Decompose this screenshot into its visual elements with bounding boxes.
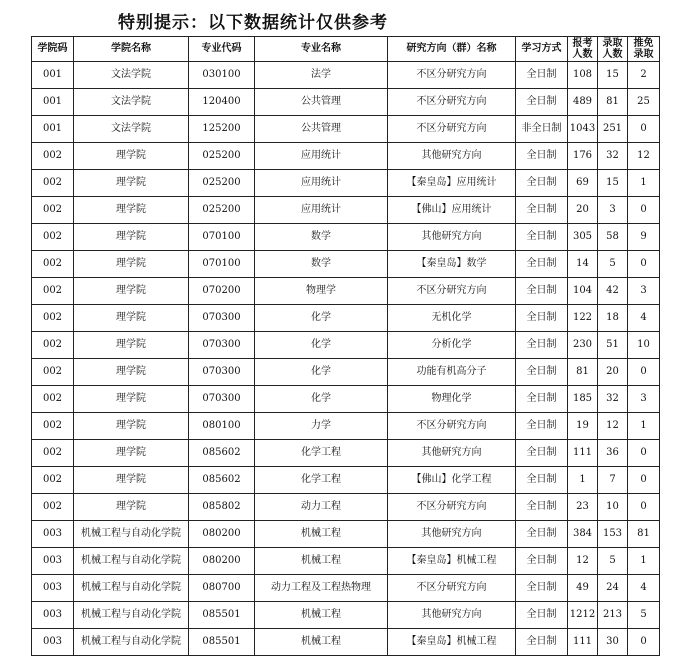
cell-college-name: 文法学院 bbox=[74, 89, 189, 116]
cell-college-name: 机械工程与自动化学院 bbox=[74, 521, 189, 548]
cell-major-code: 120400 bbox=[189, 89, 255, 116]
cell-major-code: 070300 bbox=[189, 359, 255, 386]
header-label: 录取 bbox=[633, 49, 654, 60]
cell-admitted: 32 bbox=[598, 386, 628, 413]
cell-college-code: 002 bbox=[32, 224, 74, 251]
header-label: 专业代码 bbox=[201, 43, 242, 54]
cell-exempt-admitted: 5 bbox=[628, 602, 660, 629]
cell-study-mode: 全日制 bbox=[516, 359, 568, 386]
table-row bbox=[32, 548, 660, 575]
cell-exempt-admitted: 1 bbox=[628, 413, 660, 440]
cell-major-code: 085802 bbox=[189, 494, 255, 521]
cell-applicants: 20 bbox=[568, 197, 598, 224]
cell-major-name: 化学工程 bbox=[255, 440, 388, 467]
table-row bbox=[32, 62, 660, 89]
cell-admitted: 7 bbox=[598, 467, 628, 494]
cell-study-mode: 全日制 bbox=[516, 224, 568, 251]
cell-major-code: 070100 bbox=[189, 251, 255, 278]
cell-college-name: 理学院 bbox=[74, 440, 189, 467]
table-row bbox=[32, 602, 660, 629]
cell-exempt-admitted: 0 bbox=[628, 440, 660, 467]
cell-study-mode: 全日制 bbox=[516, 440, 568, 467]
header-label: 专业名称 bbox=[301, 43, 341, 54]
cell-applicants: 12 bbox=[568, 548, 598, 575]
cell-major-name: 动力工程 bbox=[255, 494, 388, 521]
cell-exempt-admitted: 9 bbox=[628, 224, 660, 251]
cell-applicants: 305 bbox=[568, 224, 598, 251]
cell-study-mode: 全日制 bbox=[516, 305, 568, 332]
header-exempt-admitted bbox=[628, 37, 660, 62]
cell-study-mode: 全日制 bbox=[516, 575, 568, 602]
cell-research-direction: 不区分研究方向 bbox=[388, 494, 516, 521]
cell-college-code: 002 bbox=[32, 170, 74, 197]
header-label: 报考 bbox=[572, 38, 593, 49]
cell-major-name: 机械工程 bbox=[255, 602, 388, 629]
cell-admitted: 15 bbox=[598, 62, 628, 89]
cell-admitted: 15 bbox=[598, 170, 628, 197]
cell-exempt-admitted: 25 bbox=[628, 89, 660, 116]
cell-admitted: 5 bbox=[598, 251, 628, 278]
table-row bbox=[32, 494, 660, 521]
cell-college-code: 003 bbox=[32, 602, 74, 629]
cell-major-name: 应用统计 bbox=[255, 170, 388, 197]
cell-major-code: 080200 bbox=[189, 548, 255, 575]
header-study-mode bbox=[516, 37, 568, 62]
cell-major-name: 化学 bbox=[255, 359, 388, 386]
cell-applicants: 185 bbox=[568, 386, 598, 413]
cell-college-name: 机械工程与自动化学院 bbox=[74, 575, 189, 602]
cell-college-code: 002 bbox=[32, 278, 74, 305]
header-label: 研究方向（群）名称 bbox=[406, 43, 497, 54]
cell-exempt-admitted: 2 bbox=[628, 62, 660, 89]
cell-major-name: 机械工程 bbox=[255, 521, 388, 548]
cell-major-name: 公共管理 bbox=[255, 89, 388, 116]
cell-research-direction: 【秦皇岛】数学 bbox=[388, 251, 516, 278]
cell-major-name: 机械工程 bbox=[255, 629, 388, 656]
cell-college-code: 002 bbox=[32, 467, 74, 494]
cell-college-name: 文法学院 bbox=[74, 116, 189, 143]
cell-college-code: 001 bbox=[32, 116, 74, 143]
cell-study-mode: 全日制 bbox=[516, 62, 568, 89]
cell-major-code: 070300 bbox=[189, 386, 255, 413]
cell-college-name: 理学院 bbox=[74, 170, 189, 197]
cell-exempt-admitted: 81 bbox=[628, 521, 660, 548]
header-major-name bbox=[255, 37, 388, 62]
cell-major-name: 数学 bbox=[255, 251, 388, 278]
cell-applicants: 49 bbox=[568, 575, 598, 602]
cell-admitted: 10 bbox=[598, 494, 628, 521]
table-row bbox=[32, 467, 660, 494]
cell-exempt-admitted: 0 bbox=[628, 629, 660, 656]
cell-major-code: 080700 bbox=[189, 575, 255, 602]
cell-college-code: 002 bbox=[32, 386, 74, 413]
cell-major-name: 化学 bbox=[255, 332, 388, 359]
table-row bbox=[32, 629, 660, 656]
table-header-row bbox=[32, 37, 660, 62]
cell-college-name: 理学院 bbox=[74, 143, 189, 170]
cell-research-direction: 【秦皇岛】机械工程 bbox=[388, 548, 516, 575]
cell-major-name: 化学工程 bbox=[255, 467, 388, 494]
table-row bbox=[32, 224, 660, 251]
header-admitted bbox=[598, 37, 628, 62]
cell-major-code: 085602 bbox=[189, 467, 255, 494]
cell-college-code: 002 bbox=[32, 305, 74, 332]
cell-admitted: 30 bbox=[598, 629, 628, 656]
cell-study-mode: 全日制 bbox=[516, 521, 568, 548]
cell-applicants: 176 bbox=[568, 143, 598, 170]
header-label: 推免 bbox=[633, 38, 654, 49]
cell-major-code: 085602 bbox=[189, 440, 255, 467]
cell-admitted: 5 bbox=[598, 548, 628, 575]
cell-study-mode: 全日制 bbox=[516, 143, 568, 170]
cell-study-mode: 全日制 bbox=[516, 332, 568, 359]
cell-exempt-admitted: 0 bbox=[628, 467, 660, 494]
header-label: 人数 bbox=[602, 49, 623, 60]
cell-major-code: 085501 bbox=[189, 602, 255, 629]
cell-college-code: 002 bbox=[32, 251, 74, 278]
cell-major-name: 公共管理 bbox=[255, 116, 388, 143]
cell-applicants: 111 bbox=[568, 629, 598, 656]
cell-college-name: 理学院 bbox=[74, 278, 189, 305]
cell-research-direction: 【秦皇岛】机械工程 bbox=[388, 629, 516, 656]
header-college-code bbox=[32, 37, 74, 62]
cell-admitted: 32 bbox=[598, 143, 628, 170]
cell-study-mode: 全日制 bbox=[516, 251, 568, 278]
cell-research-direction: 不区分研究方向 bbox=[388, 278, 516, 305]
table-row bbox=[32, 413, 660, 440]
cell-college-code: 003 bbox=[32, 629, 74, 656]
cell-admitted: 51 bbox=[598, 332, 628, 359]
cell-applicants: 122 bbox=[568, 305, 598, 332]
cell-major-code: 125200 bbox=[189, 116, 255, 143]
cell-college-code: 003 bbox=[32, 575, 74, 602]
table-row bbox=[32, 332, 660, 359]
cell-study-mode: 全日制 bbox=[516, 548, 568, 575]
cell-major-code: 025200 bbox=[189, 143, 255, 170]
cell-major-code: 025200 bbox=[189, 170, 255, 197]
cell-research-direction: 其他研究方向 bbox=[388, 224, 516, 251]
cell-study-mode: 全日制 bbox=[516, 602, 568, 629]
table-row bbox=[32, 251, 660, 278]
cell-admitted: 18 bbox=[598, 305, 628, 332]
cell-applicants: 384 bbox=[568, 521, 598, 548]
cell-exempt-admitted: 0 bbox=[628, 116, 660, 143]
cell-major-code: 085501 bbox=[189, 629, 255, 656]
cell-major-code: 070300 bbox=[189, 305, 255, 332]
cell-research-direction: 【秦皇岛】应用统计 bbox=[388, 170, 516, 197]
cell-applicants: 1212 bbox=[568, 602, 598, 629]
cell-applicants: 108 bbox=[568, 62, 598, 89]
cell-college-name: 机械工程与自动化学院 bbox=[74, 602, 189, 629]
cell-college-name: 理学院 bbox=[74, 197, 189, 224]
header-label: 人数 bbox=[572, 49, 593, 60]
table-row bbox=[32, 359, 660, 386]
cell-study-mode: 全日制 bbox=[516, 386, 568, 413]
cell-research-direction: 其他研究方向 bbox=[388, 143, 516, 170]
cell-research-direction: 不区分研究方向 bbox=[388, 89, 516, 116]
cell-applicants: 230 bbox=[568, 332, 598, 359]
cell-exempt-admitted: 1 bbox=[628, 548, 660, 575]
cell-college-name: 理学院 bbox=[74, 467, 189, 494]
cell-research-direction: 其他研究方向 bbox=[388, 521, 516, 548]
cell-study-mode: 全日制 bbox=[516, 494, 568, 521]
cell-college-code: 001 bbox=[32, 89, 74, 116]
cell-major-code: 080200 bbox=[189, 521, 255, 548]
cell-college-name: 理学院 bbox=[74, 494, 189, 521]
cell-research-direction: 【佛山】化学工程 bbox=[388, 467, 516, 494]
cell-exempt-admitted: 4 bbox=[628, 305, 660, 332]
cell-exempt-admitted: 0 bbox=[628, 359, 660, 386]
cell-applicants: 489 bbox=[568, 89, 598, 116]
cell-research-direction: 不区分研究方向 bbox=[388, 575, 516, 602]
cell-research-direction: 分析化学 bbox=[388, 332, 516, 359]
cell-college-code: 002 bbox=[32, 197, 74, 224]
cell-college-name: 理学院 bbox=[74, 305, 189, 332]
cell-admitted: 251 bbox=[598, 116, 628, 143]
cell-admitted: 58 bbox=[598, 224, 628, 251]
table-row bbox=[32, 278, 660, 305]
cell-applicants: 81 bbox=[568, 359, 598, 386]
cell-major-name: 法学 bbox=[255, 62, 388, 89]
cell-college-code: 002 bbox=[32, 440, 74, 467]
cell-major-name: 动力工程及工程热物理 bbox=[255, 575, 388, 602]
table-row bbox=[32, 440, 660, 467]
cell-college-code: 002 bbox=[32, 359, 74, 386]
cell-major-code: 070300 bbox=[189, 332, 255, 359]
admissions-table bbox=[31, 36, 660, 656]
table-row bbox=[32, 89, 660, 116]
page-title: 特别提示：以下数据统计仅供参考 bbox=[118, 13, 388, 33]
cell-exempt-admitted: 0 bbox=[628, 494, 660, 521]
cell-research-direction: 不区分研究方向 bbox=[388, 116, 516, 143]
cell-major-name: 物理学 bbox=[255, 278, 388, 305]
cell-study-mode: 全日制 bbox=[516, 89, 568, 116]
cell-admitted: 36 bbox=[598, 440, 628, 467]
cell-college-name: 理学院 bbox=[74, 332, 189, 359]
cell-applicants: 69 bbox=[568, 170, 598, 197]
cell-major-name: 机械工程 bbox=[255, 548, 388, 575]
header-research-direction bbox=[388, 37, 516, 62]
table-row bbox=[32, 386, 660, 413]
cell-exempt-admitted: 10 bbox=[628, 332, 660, 359]
table-row bbox=[32, 305, 660, 332]
header-label: 学院码 bbox=[37, 43, 68, 54]
cell-research-direction: 【佛山】应用统计 bbox=[388, 197, 516, 224]
header-college-name bbox=[74, 37, 189, 62]
cell-applicants: 104 bbox=[568, 278, 598, 305]
cell-admitted: 24 bbox=[598, 575, 628, 602]
cell-college-name: 理学院 bbox=[74, 224, 189, 251]
cell-admitted: 42 bbox=[598, 278, 628, 305]
cell-study-mode: 全日制 bbox=[516, 629, 568, 656]
cell-major-code: 070200 bbox=[189, 278, 255, 305]
cell-college-name: 理学院 bbox=[74, 413, 189, 440]
table-row bbox=[32, 170, 660, 197]
table-row bbox=[32, 521, 660, 548]
header-applicants bbox=[568, 37, 598, 62]
cell-admitted: 153 bbox=[598, 521, 628, 548]
table-body bbox=[32, 62, 660, 656]
cell-major-name: 应用统计 bbox=[255, 143, 388, 170]
cell-exempt-admitted: 0 bbox=[628, 251, 660, 278]
cell-applicants: 1043 bbox=[568, 116, 598, 143]
cell-research-direction: 其他研究方向 bbox=[388, 440, 516, 467]
cell-research-direction: 不区分研究方向 bbox=[388, 62, 516, 89]
cell-exempt-admitted: 3 bbox=[628, 386, 660, 413]
cell-major-name: 化学 bbox=[255, 305, 388, 332]
cell-research-direction: 无机化学 bbox=[388, 305, 516, 332]
cell-study-mode: 全日制 bbox=[516, 413, 568, 440]
cell-college-name: 文法学院 bbox=[74, 62, 189, 89]
cell-exempt-admitted: 0 bbox=[628, 197, 660, 224]
cell-college-name: 理学院 bbox=[74, 386, 189, 413]
cell-major-code: 080100 bbox=[189, 413, 255, 440]
cell-college-code: 001 bbox=[32, 62, 74, 89]
cell-study-mode: 全日制 bbox=[516, 278, 568, 305]
cell-study-mode: 全日制 bbox=[516, 197, 568, 224]
cell-study-mode: 全日制 bbox=[516, 170, 568, 197]
header-major-code bbox=[189, 37, 255, 62]
cell-major-name: 力学 bbox=[255, 413, 388, 440]
cell-applicants: 14 bbox=[568, 251, 598, 278]
cell-research-direction: 物理化学 bbox=[388, 386, 516, 413]
header-label: 学院名称 bbox=[111, 43, 151, 54]
cell-research-direction: 功能有机高分子 bbox=[388, 359, 516, 386]
cell-college-code: 002 bbox=[32, 332, 74, 359]
cell-major-code: 030100 bbox=[189, 62, 255, 89]
cell-college-code: 003 bbox=[32, 521, 74, 548]
cell-exempt-admitted: 12 bbox=[628, 143, 660, 170]
cell-college-code: 002 bbox=[32, 143, 74, 170]
table-row bbox=[32, 575, 660, 602]
cell-exempt-admitted: 3 bbox=[628, 278, 660, 305]
cell-college-code: 002 bbox=[32, 413, 74, 440]
cell-admitted: 81 bbox=[598, 89, 628, 116]
cell-research-direction: 不区分研究方向 bbox=[388, 413, 516, 440]
cell-admitted: 213 bbox=[598, 602, 628, 629]
cell-research-direction: 其他研究方向 bbox=[388, 602, 516, 629]
cell-admitted: 12 bbox=[598, 413, 628, 440]
cell-college-name: 机械工程与自动化学院 bbox=[74, 548, 189, 575]
header-label: 学习方式 bbox=[521, 43, 562, 54]
cell-major-name: 数学 bbox=[255, 224, 388, 251]
cell-college-code: 002 bbox=[32, 494, 74, 521]
cell-applicants: 19 bbox=[568, 413, 598, 440]
cell-study-mode: 全日制 bbox=[516, 467, 568, 494]
cell-major-code: 025200 bbox=[189, 197, 255, 224]
table-row bbox=[32, 116, 660, 143]
cell-applicants: 23 bbox=[568, 494, 598, 521]
table-row bbox=[32, 143, 660, 170]
cell-college-name: 理学院 bbox=[74, 359, 189, 386]
cell-college-name: 理学院 bbox=[74, 251, 189, 278]
cell-applicants: 111 bbox=[568, 440, 598, 467]
header-label: 录取 bbox=[602, 38, 623, 49]
cell-college-code: 003 bbox=[32, 548, 74, 575]
cell-major-name: 应用统计 bbox=[255, 197, 388, 224]
cell-major-name: 化学 bbox=[255, 386, 388, 413]
cell-exempt-admitted: 4 bbox=[628, 575, 660, 602]
cell-study-mode: 非全日制 bbox=[516, 116, 568, 143]
cell-admitted: 20 bbox=[598, 359, 628, 386]
cell-exempt-admitted: 1 bbox=[628, 170, 660, 197]
table-row bbox=[32, 197, 660, 224]
cell-major-code: 070100 bbox=[189, 224, 255, 251]
cell-admitted: 3 bbox=[598, 197, 628, 224]
cell-applicants: 1 bbox=[568, 467, 598, 494]
cell-college-name: 机械工程与自动化学院 bbox=[74, 629, 189, 656]
